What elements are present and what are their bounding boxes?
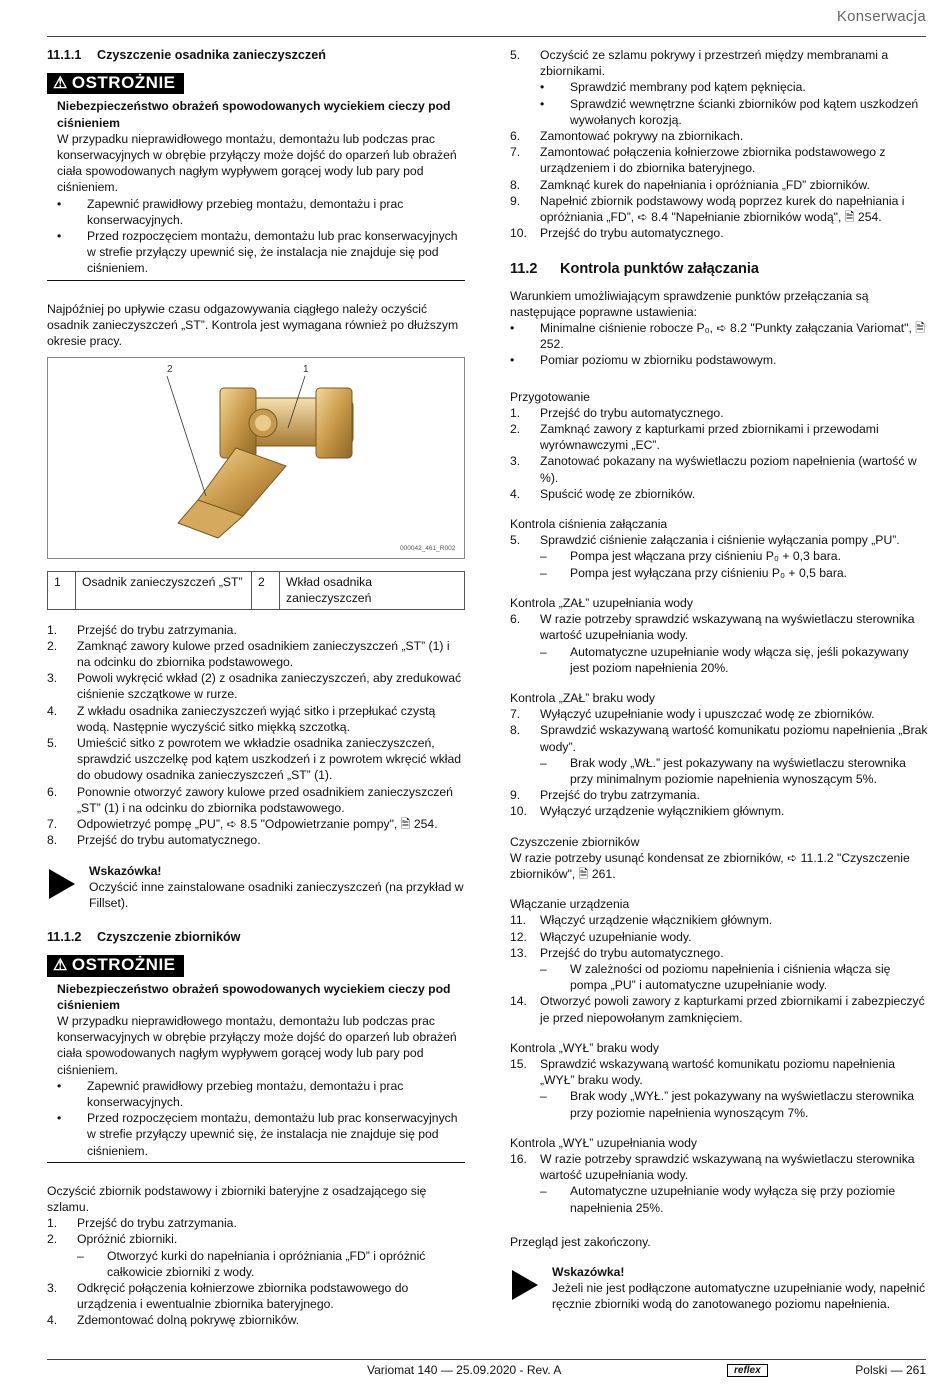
sub-item: – Pompa jest wyłączana przy ciśnieniu P₀ + 0,5 bara. bbox=[510, 565, 930, 581]
list-item: 4. Spuścić wodę ze zbiorników. bbox=[510, 486, 696, 501]
warning-triangle-icon: ⚠ bbox=[53, 75, 68, 93]
list-item: 13. Przejść do trybu automatycznego. – W zależności od poziomu napełnienia i ciśnienia włącza się pompa „PU” i automatyczne uzupełnianie wody. bbox=[510, 945, 930, 994]
caution-bullet: • Zapewnić prawidłowy przebieg montażu, demontażu i prac konserwacyjnych. bbox=[57, 196, 465, 228]
sub-item: – Automatyczne uzupełnianie wody wyłącza się przy poziomie napełnienia 25%. bbox=[510, 1183, 930, 1215]
caution-badge bbox=[47, 955, 184, 976]
intro-paragraph: Oczyścić zbiornik podstawowy i zbiorniki bateryjne z osadzającego się szlamu. bbox=[47, 1183, 427, 1214]
hint-arrow-icon bbox=[49, 869, 75, 899]
list-item: 5. Sprawdzić ciśnienie załączania i ciśnienie wyłączania pompy „PU”. – Pompa jest włączana przy ciśnieniu P₀ + 0,3 bara. – Pompa jest wyłączana przy ciśnieniu P₀ + 0,5 bara. bbox=[510, 532, 930, 581]
caution-bullet: • Przed rozpoczęciem montażu, demontażu lub prac konserwacyjnych w strefie przyłączy upewnić się, że instalacja nie znajduje się pod ciśnieniem. bbox=[57, 228, 465, 277]
list-item: 7. Zamontować połączenia kołnierzowe zbiornika podstawowego z urządzeniem i do zbiornika bateryjnego. bbox=[510, 145, 886, 176]
hint-heading: Wskazówka! bbox=[89, 863, 162, 878]
subsection-clean bbox=[510, 834, 930, 883]
strainer-figure bbox=[47, 357, 465, 559]
section-title: Czyszczenie zbiorników bbox=[97, 930, 241, 945]
subsection-prep bbox=[510, 389, 930, 502]
list-item: • Minimalne ciśnienie robocze P₀, ➪ 8.2 "Punkty załączania Variomat", 🗎 252. bbox=[510, 320, 930, 352]
list-item: • Pomiar poziomu w zbiorniku podstawowym. bbox=[510, 352, 930, 368]
subsection-title: Czyszczenie zbiorników bbox=[510, 834, 640, 849]
caution-label: OSTROŻNIE bbox=[71, 73, 176, 93]
list-item: 15. Sprawdzić wskazywaną wartość komunikatu poziomu napełnienia „WYŁ” braku wody. – Brak wody „WYŁ.” jest pokazywany na wyświetlaczu sterownika przy poziomie napełnienia wynoszącym 7%. bbox=[510, 1056, 930, 1121]
list-item: 10. Wyłączyć urządzenie wyłącznikiem głównym. bbox=[510, 804, 785, 819]
steps-list bbox=[510, 47, 930, 241]
figure-label-2: 2 bbox=[167, 364, 173, 376]
list-item: 16. W razie potrzeby sprawdzić wskazywaną na wyświetlaczu sterownika wartość uzupełniania wody. – Automatyczne uzupełnianie wody wyłącza się przy poziomie napełnienia 25%. bbox=[510, 1151, 930, 1216]
section-title: Czyszczenie osadnika zanieczyszczeń bbox=[97, 48, 326, 62]
list-item: 9. Napełnić zbiornik podstawowy wodą poprzez kurek do napełniania i opróżniania „FD”, ➪ 8.4 "Napełnianie zbiorników wodą", 🗎 254. bbox=[510, 193, 905, 225]
legend-text: Wkład osadnika zanieczyszczeń bbox=[286, 575, 373, 606]
list-item: 11. Włączyć urządzenie włącznikiem głównym. bbox=[510, 913, 773, 928]
page-header bbox=[47, 0, 926, 37]
section-title: Kontrola punktów załączania bbox=[560, 261, 759, 278]
subsection-title: Kontrola „ZAŁ” uzupełniania wody bbox=[510, 595, 693, 610]
sub-item: – Brak wody „WŁ.” jest pokazywany na wyświetlaczu sterownika przy minimalnym poziomie napełnienia wynoszącym 5%. bbox=[510, 755, 930, 787]
steps-list bbox=[47, 622, 465, 849]
sub-item: – W zależności od poziomu napełnienia i ciśnienia włącza się pompa „PU” i automatyczne uzupełnianie wody. bbox=[510, 961, 930, 993]
reflex-logo: reflex bbox=[727, 1364, 768, 1377]
subsection-title: Kontrola „WYŁ” uzupełniania wody bbox=[510, 1135, 697, 1150]
caution-label: OSTROŻNIE bbox=[71, 955, 176, 975]
warning-triangle-icon: ⚠ bbox=[53, 957, 68, 975]
caution-badge bbox=[47, 73, 184, 94]
hint-text: Oczyścić inne zainstalowane osadniki zanieczyszczeń (na przykład w Fillset). bbox=[89, 879, 464, 910]
list-item: 9. Przejść do trybu zatrzymania. bbox=[510, 788, 700, 803]
steps-list bbox=[47, 1215, 465, 1328]
list-item: 14. Otworzyć powoli zawory z kapturkami przed zbiornikami i zabezpieczyć je przed niepowołanym zamknięciem. bbox=[510, 994, 925, 1025]
intro-paragraph: Warunkiem umożliwiającym sprawdzenie punktów przełączania są następujące poprawne ustawienia: bbox=[510, 288, 869, 319]
hint-box bbox=[47, 863, 465, 912]
subsection-title: Kontrola ciśnienia załączania bbox=[510, 517, 668, 532]
list-item: 4. Z wkładu osadnika zanieczyszczeń wyjąć sitko i przepłukać czystą wodą. Następnie wyczyścić sitko miękką szczotką. bbox=[47, 703, 436, 734]
section-heading bbox=[47, 929, 465, 945]
list-item: 3. Zanotować pokazany na wyświetlaczu poziom napełnienia (wartość w %). bbox=[510, 454, 917, 485]
page-footer bbox=[47, 1359, 926, 1377]
list-item: 12. Włączyć uzupełnianie wody. bbox=[510, 929, 692, 944]
list-item: 10. Przejść do trybu automatycznego. bbox=[510, 226, 724, 241]
right-column bbox=[510, 47, 930, 1331]
subsection-title: Kontrola „WYŁ” braku wody bbox=[510, 1040, 660, 1055]
subsection-title: Przygotowanie bbox=[510, 389, 590, 404]
list-item: 8. Sprawdzić wskazywaną wartość komunikatu poziomu napełnienia „Brak wody”. – Brak wody „WŁ.” jest pokazywany na wyświetlaczu sterownika przy minimalnym poziomie napełnienia wynoszącym 5%. bbox=[510, 722, 930, 787]
subsection-title: Kontrola „ZAŁ” braku wody bbox=[510, 690, 655, 705]
legend-text: Osadnik zanieczyszczeń „ST” bbox=[76, 572, 252, 608]
figure-legend bbox=[47, 571, 465, 609]
sub-item: – Pompa jest włączana przy ciśnieniu P₀ + 0,3 bara. bbox=[510, 548, 930, 564]
list-item: 3. Odkręcić połączenia kołnierzowe zbiornika podstawowego do urządzenia i ewentualnie zbiornika bateryjnego. bbox=[47, 1280, 409, 1312]
list-item: 7. Odpowietrzyć pompę „PU”, ➪ 8.5 "Odpowietrzanie pompy", 🗎 254. bbox=[47, 817, 438, 832]
sub-item: – Brak wody „WYŁ.” jest pokazywany na wyświetlaczu sterownika przy poziomie napełnienia wynoszącym 7%. bbox=[510, 1088, 930, 1120]
header-title: Konserwacja bbox=[836, 8, 926, 25]
caution-box bbox=[47, 955, 465, 1162]
list-item: 6. W razie potrzeby sprawdzić wskazywaną na wyświetlaczu sterownika wartość uzupełniania wody. – Automatyczne uzupełnianie wody włącza się, jeśli pokazywany jest poziom napełnienia 20%. bbox=[510, 611, 930, 676]
section-number: 11.1.2 bbox=[47, 930, 82, 945]
subsection-power bbox=[510, 896, 930, 1026]
subsection-zal-fill bbox=[510, 595, 930, 676]
caution-box bbox=[47, 73, 465, 280]
list-item: 1. Przejść do trybu automatycznego. bbox=[510, 405, 724, 420]
caution-heading: Niebezpieczeństwo obrażeń spowodowanych wyciekiem cieczy pod ciśnieniem bbox=[57, 99, 451, 130]
list-item: 3. Powoli wykręcić wkład (2) z osadnika zanieczyszczeń, aby zredukować ciśnienie szczątkowe w rurze. bbox=[47, 671, 462, 702]
list-item: 5. Oczyścić ze szlamu pokrywy i przestrzeń między membranami a zbiornikami. • Sprawdzić membrany pod kątem pęknięcia. • Sprawdzić wewnętrzne ścianki zbiorników pod kątem uszkodzeń wywołanych korozją. bbox=[510, 47, 930, 128]
section-heading bbox=[510, 261, 930, 277]
caution-bullet: • Zapewnić prawidłowy przebieg montażu, demontażu i prac konserwacyjnych. bbox=[57, 1078, 465, 1110]
figure-code: 000042_461_R002 bbox=[400, 545, 456, 553]
subsection-zal-lack bbox=[510, 690, 930, 820]
list-item: 5. Umieścić sitko z powrotem we wkładzie osadnika zanieczyszczeń, sprawdzić uszczelkę pod kątem uszkodzeń i z powrotem wkręcić wkład do obudowy osadnika zanieczyszczeń „ST” (1). bbox=[47, 736, 462, 783]
section-heading bbox=[47, 47, 465, 63]
subsection-wyl-fill bbox=[510, 1135, 930, 1216]
legend-number: 2 bbox=[252, 572, 280, 608]
hint-box bbox=[510, 1264, 930, 1313]
caution-heading: Niebezpieczeństwo obrażeń spowodowanych wyciekiem cieczy pod ciśnieniem bbox=[57, 981, 451, 1012]
list-item: 2. Zamknąć zawory kulowe przed osadnikiem zanieczyszczeń „ST” (1) i na odcinku do zbiornika podstawowego. bbox=[47, 638, 450, 670]
list-item: 4. Zdemontować dolną pokrywę zbiorników. bbox=[47, 1313, 300, 1328]
subsection-text: W razie potrzeby usunąć kondensat ze zbiorników, ➪ 11.1.2 "Czyszczenie zbiorników", 🗎 261. bbox=[510, 850, 910, 881]
list-item: 2. Zamknąć zawory z kapturkami przed zbiornikami i przewodami wyrównawczymi „EC”. bbox=[510, 422, 879, 453]
sub-item: – Automatyczne uzupełnianie wody włącza się, jeśli pokazywany jest poziom napełnienia 20%. bbox=[510, 644, 930, 676]
list-item: 6. Zamontować pokrywy na zbiornikach. bbox=[510, 129, 744, 144]
list-item: 2. Opróżnić zbiorniki. – Otworzyć kurki do napełniania i opróżniania „FD” i opróżnić całkowicie zbiorniki z wody. bbox=[47, 1231, 465, 1280]
list-item: 8. Przejść do trybu automatycznego. bbox=[47, 833, 261, 848]
sub-item: • Sprawdzić wewnętrzne ścianki zbiorników pod kątem uszkodzeń wywołanych korozją. bbox=[510, 96, 930, 128]
section-number: 11.1.1 bbox=[47, 48, 82, 62]
subsection-title: Włączanie urządzenia bbox=[510, 897, 630, 912]
hint-text: Jeżeli nie jest podłączone automatyczne uzupełnianie wody, napełnić ręcznie zbiorniki wodą do zanotowanego poziomu napełnienia. bbox=[552, 1281, 926, 1312]
footer-doc-info: Variomat 140 — 25.09.2020 - Rev. A bbox=[367, 1363, 562, 1377]
caution-bullet: • Przed rozpoczęciem montażu, demontażu lub prac konserwacyjnych w strefie przyłączy upewnić się, że instalacja nie znajduje się pod ciśnieniem. bbox=[57, 1110, 465, 1159]
list-item: 6. Ponownie otworzyć zawory kulowe przed osadnikiem zanieczyszczeń „ST” (1) i na odcinku do zbiornika podstawowego. bbox=[47, 784, 453, 815]
figure-label-1: 1 bbox=[303, 364, 309, 376]
legend-number: 1 bbox=[48, 572, 76, 608]
caution-text: W przypadku nieprawidłowego montażu, demontażu lub podczas prac konserwacyjnych w obrębie przyłączy może dojść do oparzeń lub obrażeń ciała spowodowanych nagłym wypływem gorącej wody lub pary pod ciśnieniem. bbox=[57, 1013, 457, 1077]
list-item: 1. Przejść do trybu zatrzymania. bbox=[47, 622, 237, 637]
sub-item: – Otworzyć kurki do napełniania i opróżniania „FD” i opróżnić całkowicie zbiorniki z wody. bbox=[47, 1248, 465, 1280]
intro-paragraph: Najpóźniej po upływie czasu odgazowywania ciągłego należy oczyścić osadnik zanieczyszczeń „ST”. Kontrola jest wymagana również po dłuższym okresie pracy. bbox=[47, 301, 459, 349]
list-item: 1. Przejść do trybu zatrzymania. bbox=[47, 1216, 237, 1231]
footer-page-number: Polski — 261 bbox=[855, 1363, 926, 1377]
strainer-illustration bbox=[48, 358, 464, 558]
subsection-pressure bbox=[510, 516, 930, 581]
completion-text: Przegląd jest zakończony. bbox=[510, 1234, 651, 1249]
list-item: 8. Zamknąć kurek do napełniania i opróżniania „FD” zbiorników. bbox=[510, 177, 870, 192]
section-number: 11.2 bbox=[510, 261, 538, 278]
subsection-wyl-lack bbox=[510, 1040, 930, 1121]
hint-heading: Wskazówka! bbox=[552, 1265, 625, 1279]
list-item: 7. Wyłączyć uzupełnianie wody i upuszczać wodę ze zbiorników. bbox=[510, 707, 875, 722]
hint-arrow-icon bbox=[512, 1270, 538, 1300]
sub-item: • Sprawdzić membrany pod kątem pęknięcia. bbox=[510, 79, 930, 95]
caution-text: W przypadku nieprawidłowego montażu, demontażu lub podczas prac konserwacyjnych w obrębie przyłączy może dojść do oparzeń lub obrażeń ciała spowodowanych nagłym wypływem gorącej wody lub pary pod ciśnieniem. bbox=[57, 131, 457, 195]
left-column bbox=[47, 47, 465, 1329]
